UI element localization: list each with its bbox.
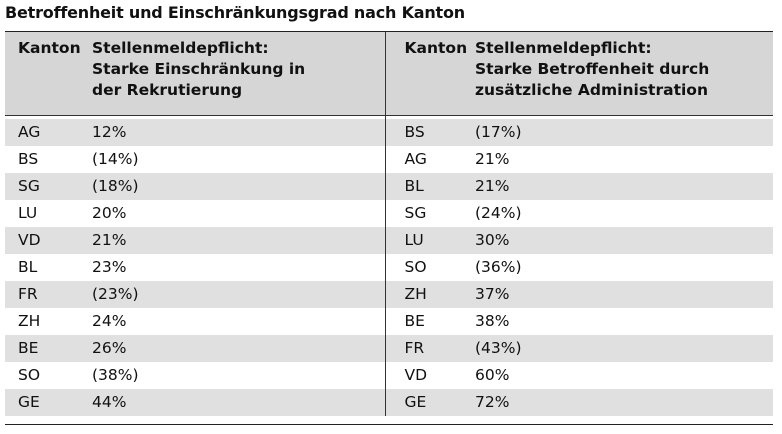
left-value-cell: (18%) [89, 173, 385, 200]
right-value-cell: 21% [475, 150, 510, 168]
table-body [5, 115, 773, 416]
right-value-cell: (24%) [475, 204, 522, 222]
left-kanton-cell: LU [18, 204, 38, 222]
canton-table [5, 31, 773, 425]
left-metric-header-line: Stellenmeldepflicht: [92, 39, 269, 57]
left-kanton-cell: FR [5, 281, 89, 308]
right-value-cell: 72% [472, 389, 773, 416]
table-row [5, 146, 773, 173]
canton-table-grid [5, 32, 773, 416]
right-metric-header-line: zusätzliche Administration [475, 81, 708, 99]
left-value-cell: 24% [92, 312, 127, 330]
left-kanton-cell: BS [18, 150, 39, 168]
left-kanton-cell: SO [18, 366, 41, 384]
right-kanton-cell: BE [385, 308, 472, 335]
left-metric-header-line: Starke Einschränkung in [92, 60, 306, 78]
table-row [5, 227, 773, 254]
left-kanton-cell: BL [18, 258, 38, 276]
right-metric-header [472, 32, 773, 115]
header-row [5, 32, 773, 115]
right-value-cell: (36%) [475, 258, 522, 276]
right-value-cell: 38% [475, 312, 510, 330]
right-kanton-cell: VD [385, 362, 472, 389]
left-value-cell: (14%) [92, 150, 139, 168]
right-value-cell: (43%) [472, 335, 773, 362]
right-kanton-cell: AG [385, 146, 472, 173]
right-value-cell: 60% [475, 366, 510, 384]
table-row [5, 119, 773, 146]
left-kanton-cell: AG [5, 119, 89, 146]
table-row [5, 335, 773, 362]
table-row [5, 362, 773, 389]
left-value-cell: (23%) [89, 281, 385, 308]
left-metric-header-line: der Rekrutierung [92, 81, 243, 99]
right-value-cell: (17%) [472, 119, 773, 146]
right-kanton-cell: GE [385, 389, 472, 416]
left-value-cell: 44% [89, 389, 385, 416]
left-value-cell: 26% [89, 335, 385, 362]
left-kanton-cell: GE [5, 389, 89, 416]
right-kanton-cell: LU [385, 227, 472, 254]
right-kanton-header: Kanton [385, 32, 472, 115]
right-kanton-cell: BL [385, 173, 472, 200]
right-metric-header-line: Starke Betroffenheit durch [475, 60, 710, 78]
right-metric-header-line: Stellenmeldepflicht: [475, 39, 652, 57]
left-value-cell: 21% [89, 227, 385, 254]
table-row [5, 389, 773, 416]
right-kanton-cell: BS [385, 119, 472, 146]
table-row [5, 173, 773, 200]
right-kanton-cell: ZH [385, 281, 472, 308]
table-title: Betroffenheit und Einschränkungsgrad nach Kanton [5, 3, 465, 22]
left-kanton-header: Kanton [5, 32, 89, 115]
left-value-cell: 20% [92, 204, 127, 222]
right-kanton-cell: SG [385, 200, 472, 227]
left-value-cell: 12% [89, 119, 385, 146]
table-row [5, 308, 773, 335]
right-kanton-cell: FR [385, 335, 472, 362]
left-metric-header [89, 32, 385, 115]
right-value-cell: 21% [472, 173, 773, 200]
table-row [5, 281, 773, 308]
right-kanton-cell: SO [385, 254, 472, 281]
left-kanton-cell: BE [5, 335, 89, 362]
table-row [5, 200, 773, 227]
left-value-cell: (38%) [92, 366, 139, 384]
left-value-cell: 23% [92, 258, 127, 276]
left-kanton-cell: ZH [18, 312, 41, 330]
right-value-cell: 37% [472, 281, 773, 308]
left-kanton-cell: VD [5, 227, 89, 254]
table-row [5, 254, 773, 281]
left-kanton-cell: SG [5, 173, 89, 200]
right-value-cell: 30% [472, 227, 773, 254]
